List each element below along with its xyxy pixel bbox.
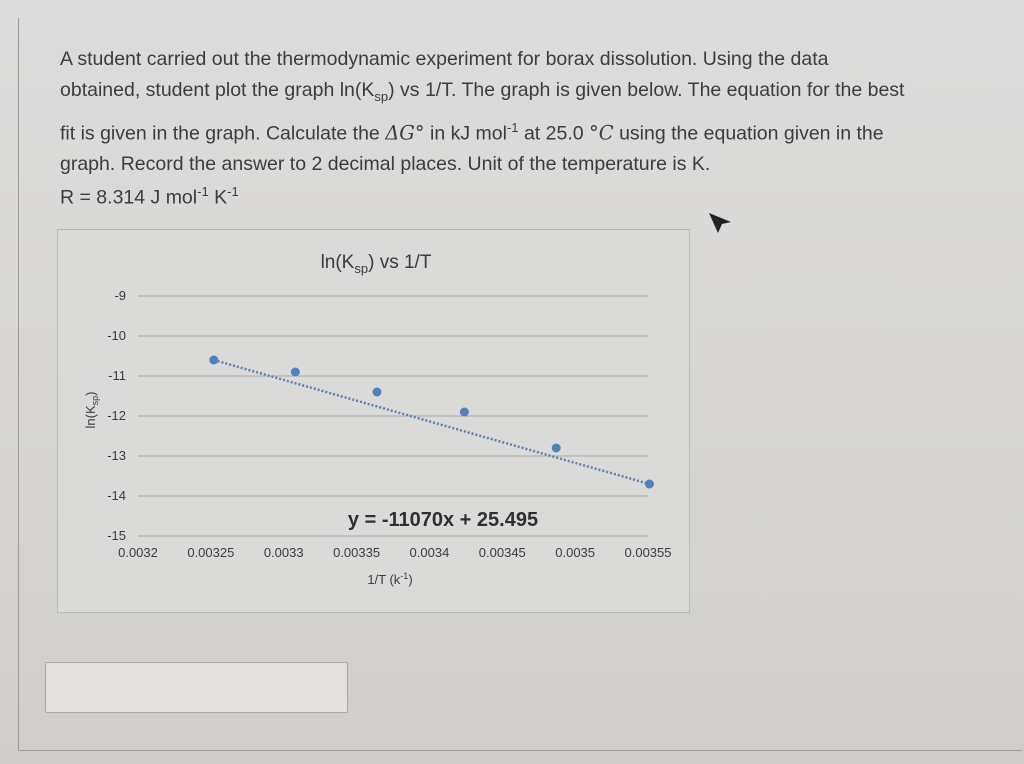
x-axis-label: 1/T $(k^{-1})$	[367, 571, 413, 587]
data-point	[291, 368, 300, 377]
question-line-3-d: using the equation given in the	[613, 122, 884, 145]
question-line-2-a: obtained, student plot the graph ln(K	[60, 79, 375, 101]
question-line-4-text: graph. Record the answer to 2 decimal places. Unit of the temperature is K.	[60, 153, 711, 176]
question-line-4	[60, 149, 985, 180]
question-line-2	[60, 75, 985, 112]
x-tick-label: 0.0033	[263, 545, 304, 560]
question-line-1	[60, 44, 985, 75]
delta-g-symbol: ΔG°	[385, 121, 425, 145]
y-tick-label: -10	[107, 328, 126, 343]
y-tick-label: -12	[107, 408, 126, 423]
answer-input[interactable]	[45, 662, 348, 713]
gas-constant-sup-2: -1	[227, 184, 239, 199]
chart-svg	[58, 230, 691, 614]
x-tick-label: 0.0032	[118, 545, 158, 560]
y-tick-label: -11	[108, 368, 126, 383]
question-line-3	[60, 112, 985, 150]
y-tick-labels	[107, 288, 126, 543]
x-tick-labels	[118, 545, 671, 560]
gas-constant-sup-1: -1	[197, 184, 209, 199]
degree-celsius-symbol: °C	[589, 121, 614, 145]
chart-image	[57, 229, 690, 613]
trendline-equation: y = -11070x + 25.495	[347, 509, 539, 531]
y-tick-label: -9	[114, 288, 126, 303]
gas-constant	[60, 184, 239, 210]
x-tick-label: 0.0034	[409, 545, 450, 560]
data-point	[645, 480, 654, 489]
trendline	[214, 360, 650, 484]
data-point	[460, 408, 469, 417]
x-tick-label: 0.00355	[624, 545, 672, 560]
question-line-2-b: ) vs 1/T. The graph is given below. The equation for the best	[388, 79, 905, 101]
data-points	[209, 356, 654, 489]
x-tick-label: 0.00325	[187, 545, 235, 560]
x-tick-label: 0.00335	[333, 545, 381, 560]
data-point	[552, 444, 561, 453]
question-line-3-a: fit is given in the graph. Calculate the	[60, 122, 386, 145]
y-tick-label: -15	[107, 528, 126, 543]
chart-title: $\ln(K_{sp})$ vs 1/T	[320, 252, 432, 276]
data-point	[372, 388, 381, 397]
question-line-3-b: in kJ mol	[424, 122, 507, 145]
mouse-cursor-icon	[707, 209, 737, 239]
y-tick-label: -13	[107, 448, 126, 463]
y-tick-label: -14	[107, 488, 126, 503]
question-text	[60, 44, 985, 180]
gas-constant-text-b: K	[208, 186, 228, 209]
question-line-3-sup: -1	[506, 119, 519, 135]
x-tick-label: 0.0035	[555, 545, 596, 560]
question-line-3-c: at 25.0	[518, 122, 589, 145]
question-line-2-sub: sp	[374, 88, 389, 104]
data-point	[209, 356, 218, 365]
x-tick-label: 0.00345	[478, 545, 526, 560]
y-axis-label: $\ln(K_{sp})$	[83, 391, 100, 429]
chart-gridlines	[138, 296, 648, 536]
question-line-1-text: A student carried out the thermodynamic experiment for borax dissolution. Using the data	[60, 48, 829, 70]
gas-constant-text-a: R = 8.314 J mol	[60, 186, 198, 209]
